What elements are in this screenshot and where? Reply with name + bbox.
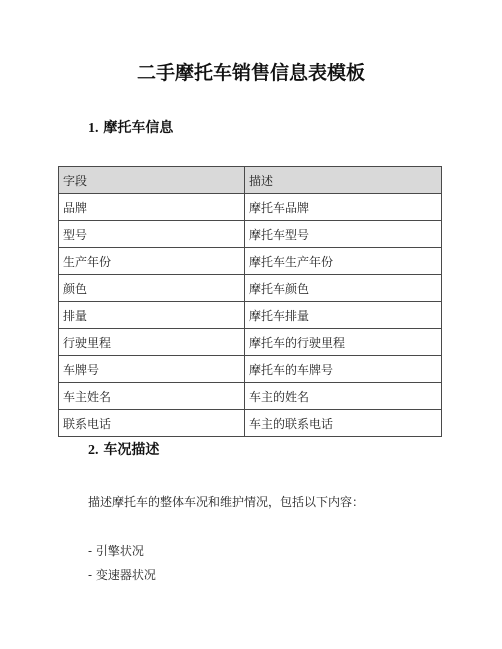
table-cell-description: 摩托车排量	[245, 302, 442, 329]
table-cell-description: 车主的联系电话	[245, 410, 442, 437]
table-cell-description: 摩托车型号	[245, 221, 442, 248]
table-cell-description: 摩托车颜色	[245, 275, 442, 302]
page-title: 二手摩托车销售信息表模板	[136, 62, 365, 84]
section-heading-condition	[88, 440, 159, 461]
table-cell-field: 生产年份	[59, 248, 245, 275]
condition-paragraph: 描述摩托车的整体车况和维护情况，包括以下内容：	[88, 495, 365, 509]
column-header-description: 描述	[245, 167, 442, 194]
table-cell-field: 联系电话	[59, 410, 245, 437]
table-row	[59, 356, 442, 383]
table-header-row	[59, 167, 442, 194]
motorcycle-info-table	[58, 166, 442, 437]
table-cell-description: 摩托车的行驶里程	[245, 329, 442, 356]
table-row	[59, 329, 442, 356]
table-cell-field: 型号	[59, 221, 245, 248]
table-cell-description: 摩托车生产年份	[245, 248, 442, 275]
table-row	[59, 221, 442, 248]
section-heading-motorcycle-info	[88, 118, 173, 139]
section-number: 1.	[88, 121, 99, 136]
table-cell-field: 车牌号	[59, 356, 245, 383]
table-cell-field: 排量	[59, 302, 245, 329]
table-cell-field: 颜色	[59, 275, 245, 302]
section-title: 摩托车信息	[103, 120, 174, 136]
list-item: - 引擎状况	[88, 544, 144, 558]
table-row	[59, 275, 442, 302]
section-title: 车况描述	[103, 442, 160, 458]
table-row	[59, 302, 442, 329]
table-row	[59, 194, 442, 221]
table-cell-description: 摩托车的车牌号	[245, 356, 442, 383]
section-number: 2.	[88, 443, 99, 458]
table-cell-description: 车主的姓名	[245, 383, 442, 410]
table-row	[59, 383, 442, 410]
table-row	[59, 410, 442, 437]
list-item: - 变速器状况	[88, 568, 156, 582]
table-cell-description: 摩托车品牌	[245, 194, 442, 221]
table-cell-field: 品牌	[59, 194, 245, 221]
column-header-field: 字段	[59, 167, 245, 194]
table-cell-field: 车主姓名	[59, 383, 245, 410]
table-cell-field: 行驶里程	[59, 329, 245, 356]
table-row	[59, 248, 442, 275]
